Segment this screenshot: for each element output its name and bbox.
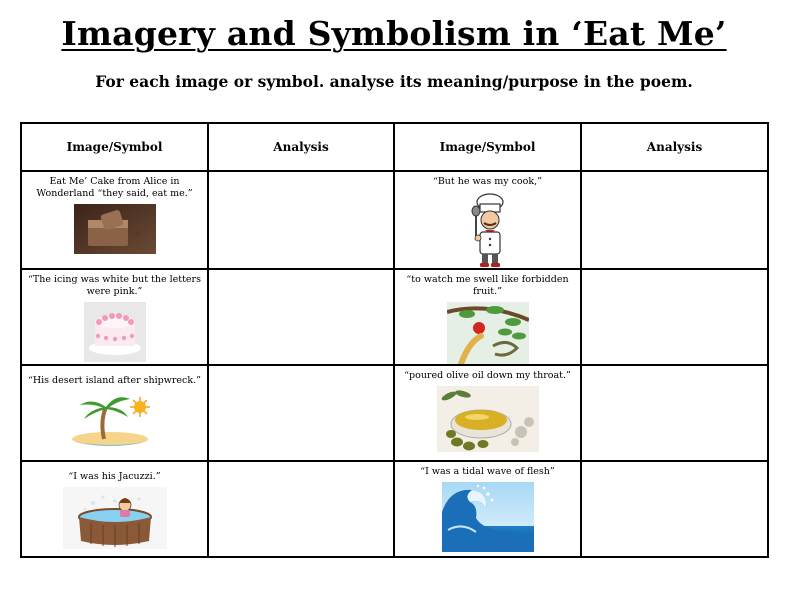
image-cell — [394, 365, 581, 461]
header-row — [21, 123, 768, 171]
quote-caption: “But he was my cook,” — [432, 176, 543, 187]
quote-caption: “I was a tidal wave of flesh” — [420, 466, 555, 477]
analysis-cell[interactable] — [208, 365, 394, 461]
table-row — [21, 269, 768, 365]
desert-island-icon — [70, 391, 160, 449]
instructions: For each image or symbol. analyse its meaning/purpose in the poem. — [95, 72, 693, 91]
header-image-symbol: Image/Symbol — [394, 123, 581, 171]
pink-iced-cake-icon — [84, 302, 146, 362]
image-cell — [21, 269, 208, 365]
quote-caption: “The icing was white but the letters were pink.” — [28, 274, 201, 297]
quote-caption: “poured olive oil down my throat.” — [404, 370, 571, 381]
table-row — [21, 365, 768, 461]
chef-icon — [463, 192, 513, 268]
quote-caption: “to watch me swell like forbidden fruit.” — [406, 274, 569, 297]
imagery-table — [20, 122, 769, 558]
image-cell — [394, 461, 581, 557]
analysis-cell[interactable] — [208, 269, 394, 365]
analysis-cell[interactable] — [581, 461, 768, 557]
analysis-cell[interactable] — [581, 171, 768, 269]
analysis-cell[interactable] — [581, 269, 768, 365]
header-image-symbol: Image/Symbol — [21, 123, 208, 171]
image-cell — [21, 171, 208, 269]
forbidden-fruit-icon — [447, 302, 529, 364]
table-row — [21, 461, 768, 557]
image-cell — [394, 171, 581, 269]
image-cell — [394, 269, 581, 365]
quote-caption: “His desert island after shipwreck.” — [27, 375, 202, 386]
quote-caption: “I was his Jacuzzi.” — [68, 471, 161, 482]
header-analysis: Analysis — [581, 123, 768, 171]
header-analysis: Analysis — [208, 123, 394, 171]
analysis-cell[interactable] — [581, 365, 768, 461]
jacuzzi-icon — [63, 487, 167, 549]
tidal-wave-icon — [442, 482, 534, 552]
olive-oil-icon — [437, 386, 539, 452]
analysis-cell[interactable] — [208, 461, 394, 557]
cake-photo-icon — [74, 204, 156, 254]
quote-caption: Eat Me’ Cake from Alice in Wonderland “they said, eat me.” — [36, 176, 193, 199]
table-row — [21, 171, 768, 269]
page-title: Imagery and Symbolism in ‘Eat Me’ — [61, 14, 727, 53]
image-cell — [21, 461, 208, 557]
analysis-cell[interactable] — [208, 171, 394, 269]
image-cell — [21, 365, 208, 461]
